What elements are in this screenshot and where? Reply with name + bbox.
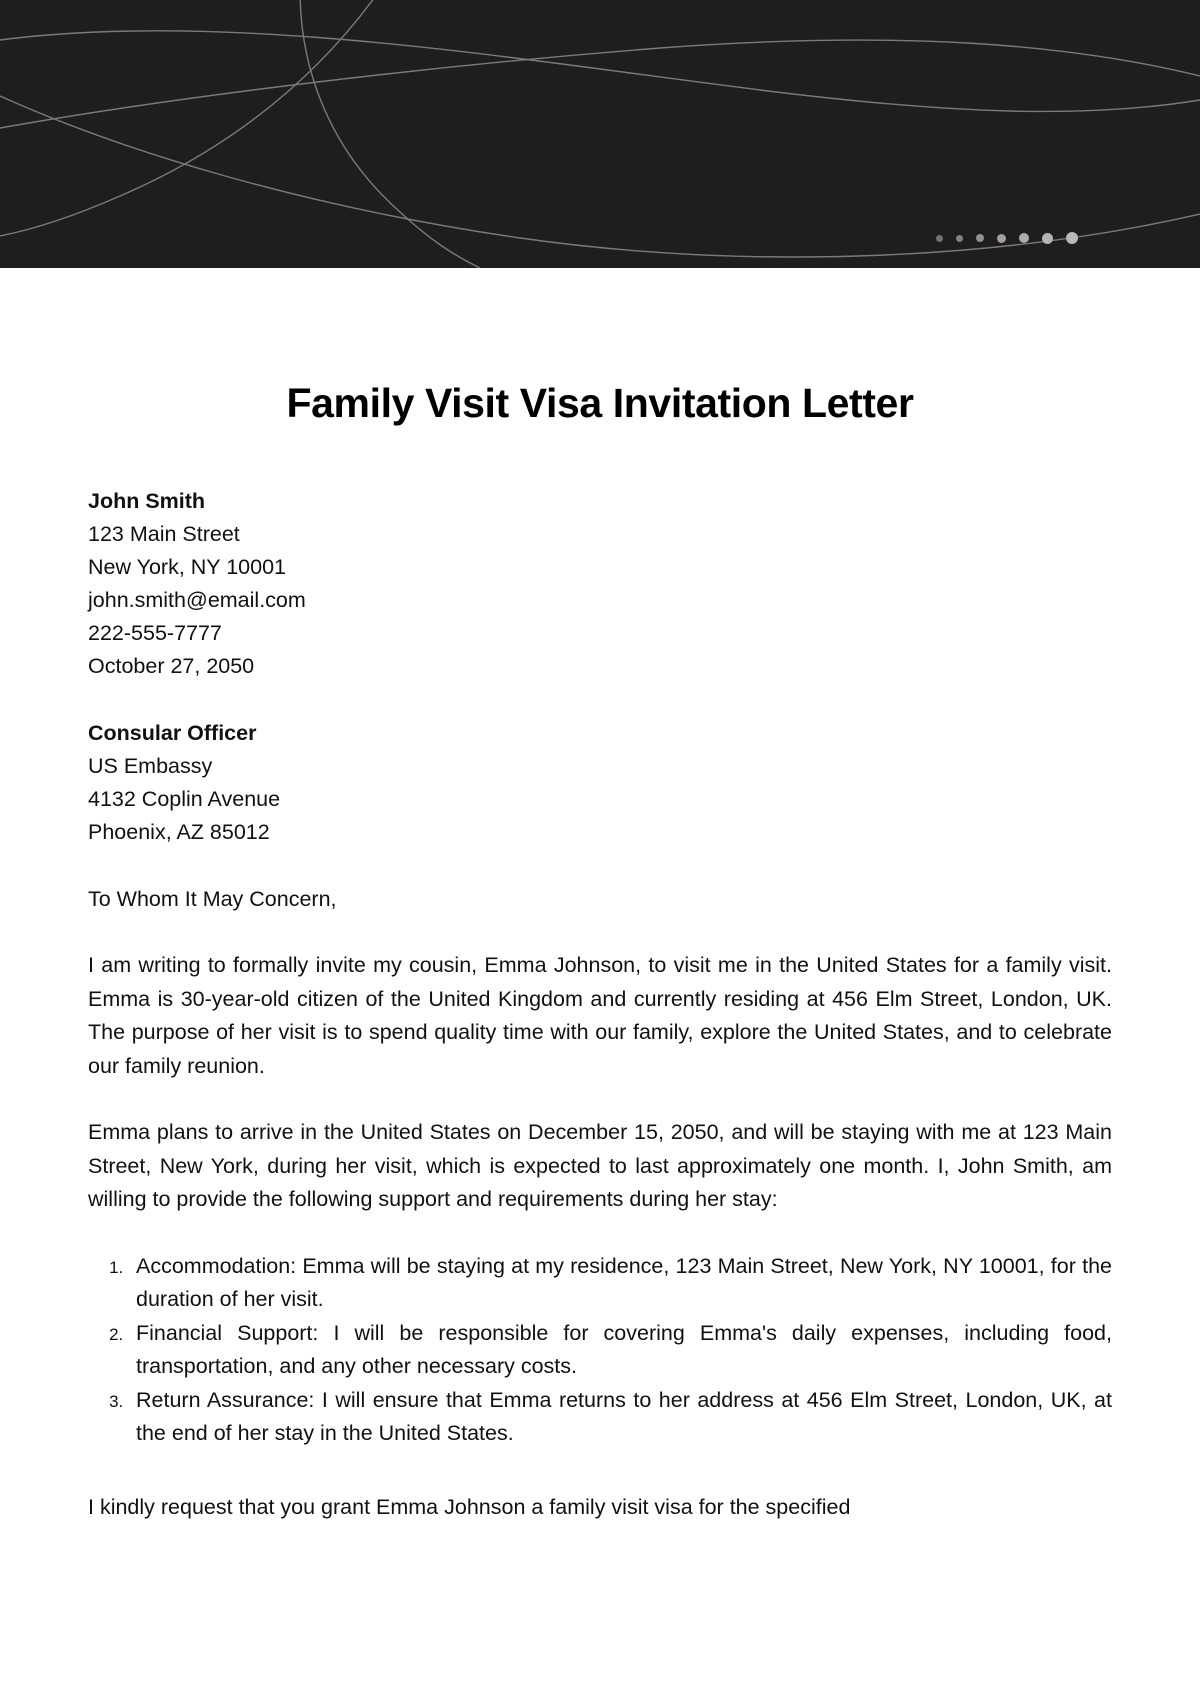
recipient-city: Phoenix, AZ 85012 <box>88 820 270 845</box>
sender-name: John Smith <box>88 489 206 514</box>
banner-dot <box>956 235 963 242</box>
banner-dot <box>997 234 1006 243</box>
list-item: 3. Return Assurance: I will ensure that Emma returns to her address at 456 Elm Street, London, UK, at the end of her stay in the United States. <box>128 1384 1112 1451</box>
requirements-list <box>88 1250 1112 1451</box>
sender-phone: 222-555-7777 <box>88 621 222 646</box>
header-banner <box>0 0 1200 268</box>
recipient-street: 4132 Coplin Avenue <box>88 787 281 812</box>
list-item: 2. Financial Support: I will be responsible for covering Emma's daily expenses, including food, transportation, and any other necessary costs. <box>128 1317 1112 1384</box>
list-item: 1. Accommodation: Emma will be staying at my residence, 123 Main Street, New York, NY 10001, for the duration of her visit. <box>128 1250 1112 1317</box>
sender-address-block <box>88 485 1112 683</box>
recipient-organization: US Embassy <box>88 754 213 779</box>
salutation: To Whom It May Concern, <box>88 887 337 912</box>
closing-paragraph: I kindly request that you grant Emma Johnson a family visit visa for the specified <box>88 1494 851 1519</box>
recipient-address-block <box>88 717 1112 849</box>
letter-body <box>0 268 1200 1524</box>
letter-date: October 27, 2050 <box>88 654 255 679</box>
body-paragraph-2: Emma plans to arrive in the United States on December 15, 2050, and will be staying with me at 123 Main Street, New York, during her visit, which is expected to last approximately one month. I, John Smith, am willing to provide the following support and requirements during her stay: <box>88 1120 1112 1212</box>
page-title: Family Visit Visa Invitation Letter <box>286 380 914 426</box>
banner-dot <box>1066 232 1078 244</box>
banner-dots-decoration <box>936 232 1078 244</box>
body-paragraph-1: I am writing to formally invite my cousin, Emma Johnson, to visit me in the United States for a family visit. Emma is 30-year-old citizen of the United Kingdom and currently residing at 456 Elm Street, London, UK. The purpose of her visit is to spend quality time with our family, explore the United States, and to celebrate our family reunion. <box>88 953 1112 1078</box>
banner-curves-graphic <box>0 0 1200 268</box>
banner-dot <box>976 234 984 242</box>
sender-city: New York, NY 10001 <box>88 555 287 580</box>
recipient-name: Consular Officer <box>88 721 257 746</box>
sender-email: john.smith@email.com <box>88 588 306 613</box>
banner-dot <box>936 235 943 242</box>
sender-street: 123 Main Street <box>88 522 240 547</box>
banner-dot <box>1019 233 1029 243</box>
banner-dot <box>1042 233 1053 244</box>
